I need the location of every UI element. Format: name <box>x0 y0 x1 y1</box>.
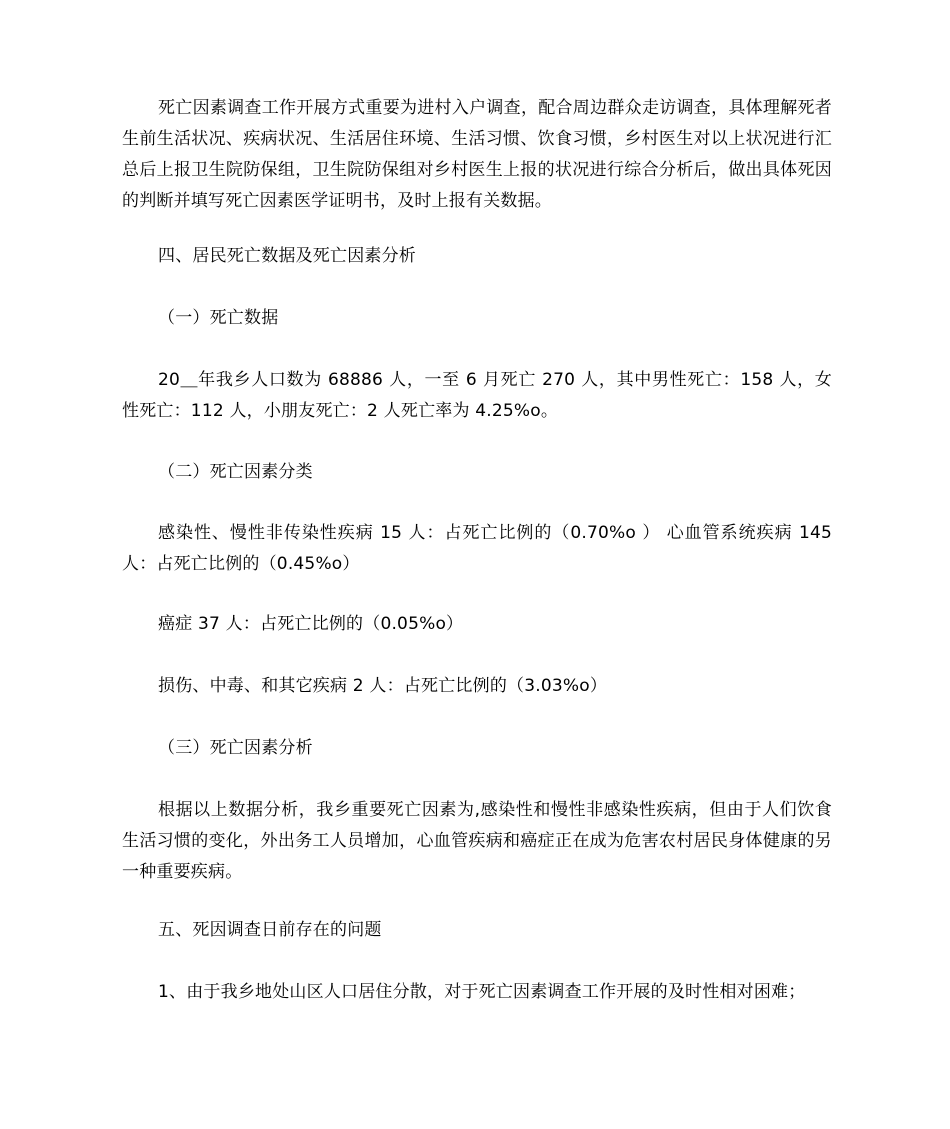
subheading-death-data: （一）死亡数据 <box>158 308 279 328</box>
paragraph-investigation-method: 死亡因素调查工作开展方式重要为进村入户调查，配合周边群众走访调查，具体理解死者生前生活状况、疾病状况、生活居住环境、生活习惯、饮食习惯，乡村医生对以上状况进行汇总后上报卫生院防保组，卫生院防保组对乡村医生上报的状况进行综合分析后，做出具体死因的判断并填写死亡因素医学证明书，及时上报有关数据。 <box>122 98 832 211</box>
paragraph-problem-1: 1、由于我乡地处山区人口居住分散，对于死亡因素调查工作开展的及时性相对困难； <box>158 982 806 1002</box>
section-heading-5: 五、死因调查日前存在的问题 <box>158 920 382 940</box>
paragraph-cancer: 癌症 37 人：占死亡比例的（0.05%o） <box>158 614 464 634</box>
subheading-death-classification: （二）死亡因素分类 <box>158 462 313 482</box>
subheading-death-analysis: （三）死亡因素分析 <box>158 738 313 758</box>
paragraph-death-analysis: 根据以上数据分析，我乡重要死亡因素为,感染性和慢性非感染性疾病，但由于人们饮食生活习惯的变化，外出务工人员增加，心血管疾病和癌症正在成为危害农村居民身体健康的另一种重要疾病。 <box>122 800 832 882</box>
paragraph-death-data: 20＿年我乡人口数为 68886 人，一至 6 月死亡 270 人，其中男性死亡：158 人，女性死亡：112 人，小朋友死亡：2 人死亡率为 4.25%o。 <box>122 370 832 421</box>
paragraph-injury-poisoning: 损伤、中毒、和其它疾病 2 人：占死亡比例的（3.03%o） <box>158 676 608 696</box>
section-heading-4: 四、居民死亡数据及死亡因素分析 <box>158 246 416 266</box>
paragraph-infectious-cardiovascular: 感染性、慢性非传染性疾病 15 人：占死亡比例的（0.70%o ） 心血管系统疾病 145 人：占死亡比例的（0.45%o） <box>122 523 832 574</box>
